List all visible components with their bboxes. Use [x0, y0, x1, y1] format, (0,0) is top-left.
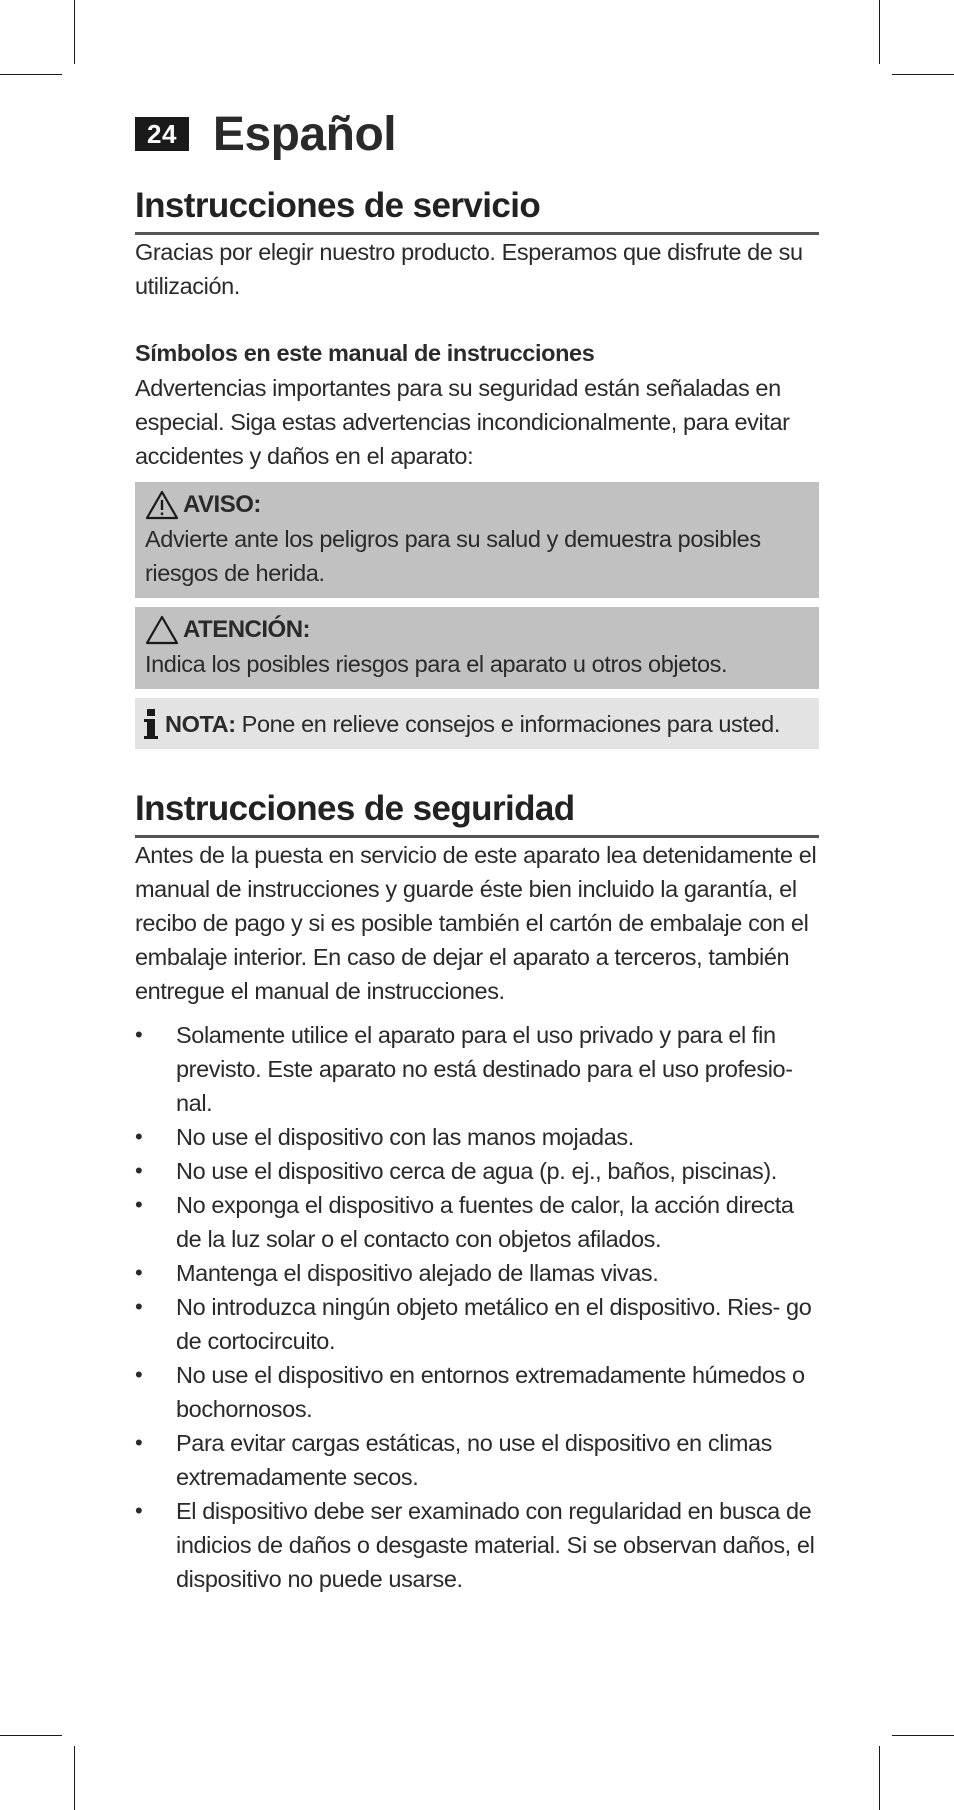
- crop-mark-top-right: [879, 0, 880, 64]
- list-item: • No use el dispositivo con las manos mojadas.: [135, 1120, 819, 1154]
- list-item: • Solamente utilice el aparato para el uso privado y para el fin previsto. Este aparato no está destinado para el uso profesio- nal.: [135, 1018, 819, 1120]
- notice-atencion-text: Indica los posibles riesgos para el aparato u otros objetos.: [145, 651, 728, 677]
- intro-text: Gracias por elegir nuestro producto. Esperamos que disfrute de su utilización.: [135, 239, 803, 299]
- section-title-servicio: Instrucciones de servicio: [135, 186, 819, 235]
- list-item: • No exponga el dispositivo a fuentes de calor, la acción directa de la luz solar o el contacto con objetos afilados.: [135, 1188, 819, 1256]
- section-title-seguridad: Instrucciones de seguridad: [135, 789, 819, 838]
- crop-mark-top-left-h: [0, 74, 62, 75]
- notice-atencion-label: ATENCIÓN:: [183, 616, 311, 643]
- notice-aviso: [135, 482, 819, 598]
- list-item: • Para evitar cargas estáticas, no use el dispositivo en climas extremadamente secos.: [135, 1426, 819, 1494]
- list-item: • No introduzca ningún objeto metálico en el dispositivo. Ries- go de cortocircuito.: [135, 1290, 819, 1358]
- notice-nota: [135, 698, 819, 749]
- notice-aviso-label: AVISO:: [183, 491, 261, 518]
- crop-mark-top-right-h: [892, 74, 954, 75]
- notice-atencion: [135, 607, 819, 689]
- list-item: • El dispositivo debe ser examinado con regularidad en busca de indicios de daños o desgaste material. Si se observan daños, el dispositivo no puede usarse.: [135, 1494, 819, 1596]
- crop-mark-bottom-right-h: [892, 1735, 954, 1736]
- page-content: [135, 100, 819, 1596]
- symbols-title: Símbolos en este manual de instrucciones: [135, 340, 595, 366]
- list-item: • No use el dispositivo cerca de agua (p. ej., baños, piscinas).: [135, 1154, 819, 1188]
- page-number: 24: [135, 117, 189, 151]
- notice-nota-label: NOTA:: [165, 711, 236, 737]
- crop-mark-top-left: [74, 0, 75, 64]
- notice-aviso-text: Advierte ante los peligros para su salud y demuestra posibles riesgos de herida.: [145, 526, 761, 586]
- safety-list: [135, 1018, 819, 1596]
- info-icon: [141, 708, 161, 740]
- list-item: • No use el dispositivo en entornos extremadamente húmedos o bochornosos.: [135, 1358, 819, 1426]
- caution-triangle-icon: [145, 615, 179, 645]
- crop-mark-bottom-right: [879, 1746, 880, 1810]
- warning-triangle-icon: [145, 490, 179, 520]
- page-language: Español: [212, 107, 397, 161]
- crop-mark-bottom-left-h: [0, 1735, 62, 1736]
- safety-intro-text: Antes de la puesta en servicio de este aparato lea detenidamente el manual de instrucciones y guarde éste bien incluido la garantía, el recibo de pago y si es posible también el cartón de embalaje con el embalaje interior. En caso de dejar el aparato a terceros, también entregue el manual de instrucciones.: [135, 842, 817, 1004]
- notice-nota-text: Pone en relieve consejos e informaciones para usted.: [241, 711, 780, 737]
- list-item: • Mantenga el dispositivo alejado de llamas vivas.: [135, 1256, 819, 1290]
- page-header: [135, 100, 819, 168]
- crop-mark-bottom-left: [74, 1746, 75, 1810]
- symbols-text: Advertencias importantes para su seguridad están señaladas en especial. Siga estas advertencias incondicionalmente, para evitar accidentes y daños en el aparato:: [135, 375, 790, 469]
